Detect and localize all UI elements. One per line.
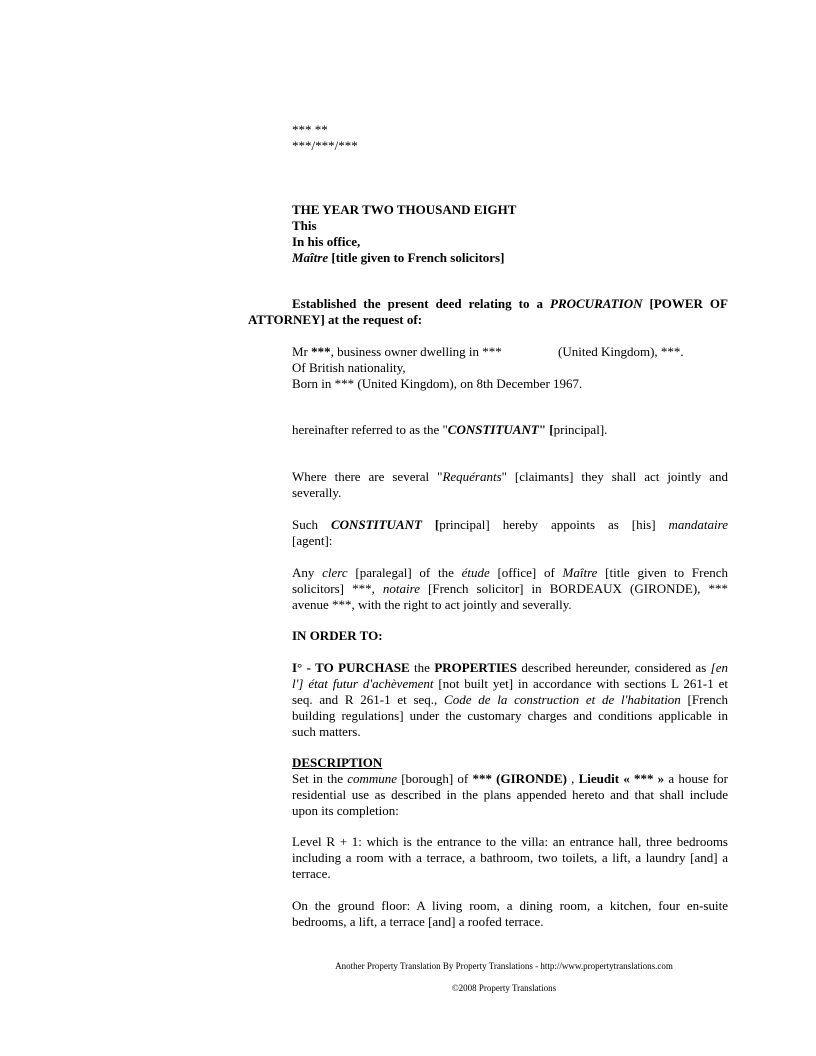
purchase-text-3: [not built yet] in accordance with sections L 261-1 et seq. and R 261-1 et seq., [292,676,728,707]
mandataire-term: mandataire [668,517,728,532]
etude-term: étude [461,565,490,580]
etat-term: [en l'] état futur d'achèvement [292,660,728,691]
clerc-maitre-term: Maître [562,565,598,580]
appoint-bracket: [ [421,517,440,532]
deed-part-1: Established the present deed relating to a [292,296,551,311]
principal-born: Born in *** (United Kingdom), on 8th December 1967. [292,376,583,391]
clerc-text-2: [office] of [489,565,563,580]
principal-country: (United Kingdom), ***. [558,344,684,359]
constituant-post: principal]. [553,422,608,437]
reference-line-1: *** ** [292,122,328,137]
clerc-text-1: [paralegal] of the [347,565,462,580]
description-heading-text: DESCRIPTION [292,755,383,770]
notaire-term: notaire [382,581,420,596]
this-line: This [292,218,317,233]
description-text-3: , [566,771,579,786]
purchase-text-1: the [409,660,435,675]
commune-term: commune [347,771,398,786]
reference-block [292,122,358,154]
principal-mr: Mr [292,344,312,359]
requerants-term: Requérants [442,469,502,484]
constituant-quote: " [ [538,422,554,437]
appoint-mid: principal] hereby appoints as [his] [439,517,669,532]
footer-translation-credit: Another Property Translation By Property Translations - http://www.propertytranslations.com [335,961,673,971]
ground-floor-paragraph: On the ground floor: A living room, a dining room, a kitchen, four en-suite bedrooms, a lift, a terrace [and] a roofed terrace. [292,898,728,929]
lieudit-term: Lieudit « *** » [578,771,665,786]
principal-name: *** [311,344,331,359]
purchase-text-2: described hereunder, considered as [516,660,711,675]
clerc-text-4: [French solicitor] in BORDEAUX (GIRONDE), *** avenue ***, with the right to act jointly and severally. [292,581,728,612]
description-text-2: [borough] of [397,771,473,786]
maitre-line [292,250,516,266]
principal-details [292,344,728,392]
appoint-such: Such [292,517,331,532]
requerants-pre: Where there are several " [292,469,443,484]
code-term: Code de la construction et de l'habitation [444,692,681,707]
in-order-heading: IN ORDER TO: [292,628,383,643]
constituant-term: CONSTITUANT [447,422,539,437]
principal-nationality: Of British nationality, [292,360,406,375]
constituant-pre: hereinafter referred to as the " [292,422,448,437]
footer-copyright: ©2008 Property Translations [451,983,557,993]
year-line: THE YEAR TWO THOUSAND EIGHT [292,202,517,217]
description-section [292,755,728,819]
maitre-term: Maître [292,250,329,265]
principal-dwelling: , business owner dwelling in *** [330,344,502,359]
appoint-paragraph [292,517,728,549]
purchase-paragraph [292,660,728,740]
clerc-paragraph [292,565,728,613]
description-text-4: a house for residential use as described in the plans appended hereto and that shall include upon its completion: [292,771,729,818]
description-heading [292,755,728,771]
level-paragraph: Level R + 1: which is the entrance to the villa: an entrance hall, three bedrooms including a room with a terrace, a bathroom, two toilets, a lift, a laundry [and] a terrace. [292,834,728,881]
requerants-paragraph [292,469,728,501]
clerc-term: clerc [322,565,348,580]
reference-line-2: ***/***/*** [292,138,358,153]
properties-term: PROPERTIES [434,660,517,675]
clerc-text-3: [title given to French solicitors] ***, [292,565,729,596]
gironde-term: *** (GIRONDE) [472,771,567,786]
deed-part-2: [POWER OF ATTORNEY] at the request of: [248,296,728,327]
maitre-note: [title given to French solicitors] [328,250,505,265]
principal-line-1 [292,344,728,360]
deed-statement [248,296,728,328]
description-text-1: Set in the [292,771,348,786]
description-paragraph [292,771,728,819]
appoint-constituant-term: CONSTITUANT [330,517,422,532]
constituant-paragraph [292,422,728,438]
office-line: In his office, [292,234,361,249]
procuration-term: PROCURATION [550,296,643,311]
purchase-heading: I° - TO PURCHASE [292,660,410,675]
purchase-text-4: [French building regulations] under the customary charges and conditions applicable in such matters. [292,692,728,739]
clerc-any: Any [292,565,323,580]
appoint-end: [agent]: [292,533,333,548]
requerants-post: " [claimants] they shall act jointly and severally. [292,469,728,500]
deed-intro [292,202,516,266]
